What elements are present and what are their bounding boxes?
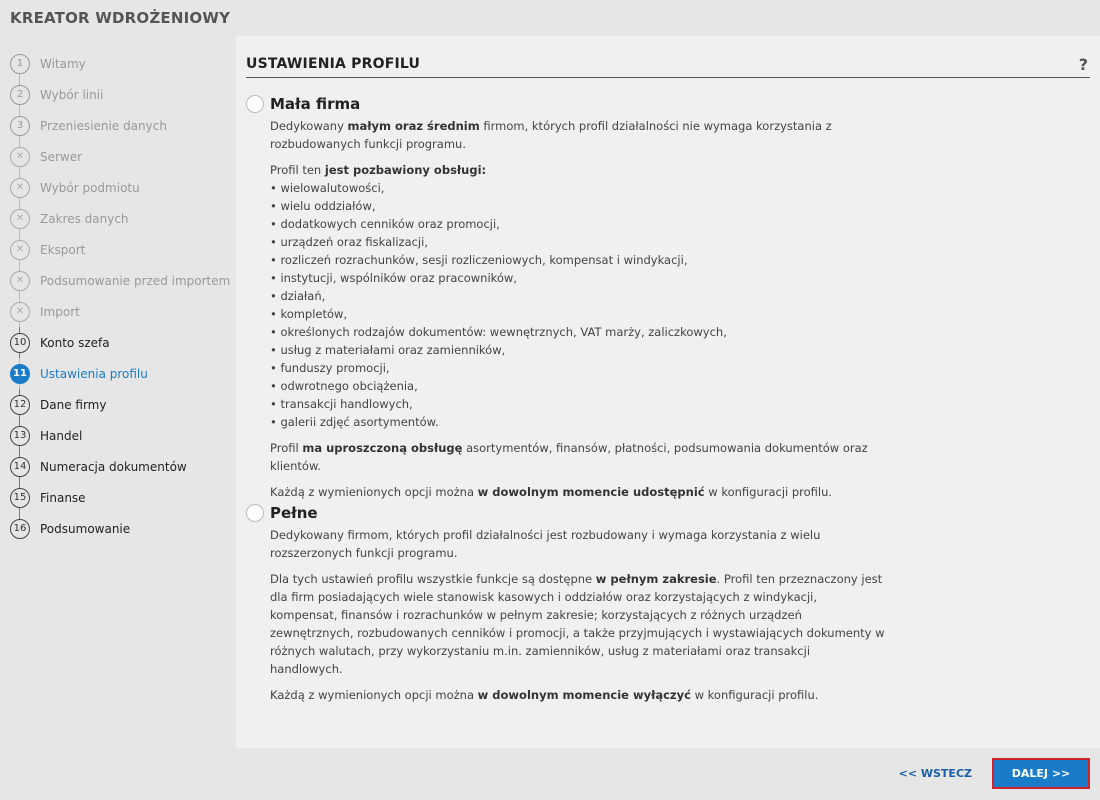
wizard-step [0, 172, 236, 203]
step-number: 12 [10, 395, 30, 415]
exclusion-item: • transakcji handlowych, [270, 397, 413, 411]
wizard-step [0, 513, 236, 544]
step-label: Serwer [40, 149, 83, 164]
exclusions-list [270, 179, 886, 431]
step-label: Podsumowanie przed importem [40, 273, 231, 288]
next-button[interactable]: DALEJ >> [992, 758, 1090, 789]
step-number: 10 [10, 333, 30, 353]
step-number: 1 [10, 54, 30, 74]
step-label: Import [40, 304, 80, 319]
exclusion-item: • galerii zdjęć asortymentów. [270, 415, 439, 429]
app-title: KREATOR WDROŻENIOWY [10, 9, 231, 27]
footer [236, 748, 1100, 800]
exclusion-item: • urządzeń oraz fiskalizacji, [270, 235, 428, 249]
wizard-step [0, 203, 236, 234]
panel-header [246, 56, 1090, 78]
page-title: USTAWIENIA PROFILU [246, 56, 421, 72]
option-full [246, 503, 886, 704]
exclusion-item: • działań, [270, 289, 326, 303]
wizard-step [0, 48, 236, 79]
step-skipped-icon: ✕ [10, 240, 30, 260]
exclusion-item: • instytucji, wspólników oraz pracowników, [270, 271, 517, 285]
small-business-radio[interactable] [246, 95, 264, 113]
step-label: Wybór linii [40, 87, 104, 102]
wizard-step [0, 234, 236, 265]
wizard-step [0, 110, 236, 141]
small-business-label: Mała firma [270, 95, 361, 113]
step-number: 13 [10, 426, 30, 446]
step-label: Zakres danych [40, 211, 129, 226]
main-panel [236, 36, 1100, 748]
full-profile-description: Dedykowany firmom, których profil działalności jest rozbudowany i wymaga korzystania z wielu rozszerzonych funkcji programu. [270, 528, 821, 560]
exclusion-item: • dodatkowych cenników oraz promocji, [270, 217, 500, 231]
step-skipped-icon: ✕ [10, 302, 30, 322]
step-skipped-icon: ✕ [10, 209, 30, 229]
wizard-step [0, 265, 236, 296]
wizard-step [0, 420, 236, 451]
step-label: Eksport [40, 242, 86, 257]
step-label: Konto szefa [40, 335, 110, 350]
back-button[interactable]: << WSTECZ [898, 767, 972, 780]
wizard-step [0, 451, 236, 482]
step-label: Dane firmy [40, 397, 107, 412]
step-number: 14 [10, 457, 30, 477]
step-skipped-icon: ✕ [10, 271, 30, 291]
exclusion-item: • określonych rodzajów dokumentów: wewnętrznych, VAT marży, zaliczkowych, [270, 325, 727, 339]
step-skipped-icon: ✕ [10, 178, 30, 198]
full-profile-label: Pełne [270, 504, 318, 522]
exclusion-item: • wielowalutowości, [270, 181, 385, 195]
step-number: 3 [10, 116, 30, 136]
small-business-simplified: Profil ma uproszczoną obsługę asortymentów, finansów, płatności, podsumowania dokumentów oraz klientów. [270, 441, 868, 473]
step-label: Wybór podmiotu [40, 180, 140, 195]
step-label: Podsumowanie [40, 521, 131, 536]
wizard-step [0, 389, 236, 420]
wizard-step [0, 327, 236, 358]
step-label: Handel [40, 428, 83, 443]
step-label: Finanse [40, 490, 86, 505]
full-profile-settings: Dla tych ustawień profilu wszystkie funkcje są dostępne w pełnym zakresie. Profil ten przeznaczony jest dla firm posiadających wiele stanowisk kasowych i oddziałów oraz korzystających z windykacji, kompensat, finansów i rozrachunków w pełnym zakresie; korzystających z różnych urządzeń zewnętrznych, rozbudowanych cenników i promocji, a także przyjmujących i wystawiających dokumenty w różnych walutach, przy wykorzystaniu m.in. zamienników, usług z materiałami oraz transakcji handlowych. [270, 572, 885, 676]
wizard-step [0, 358, 236, 389]
exclusion-item: • odwrotnego obciążenia, [270, 379, 418, 393]
small-business-exclusions-intro: Profil ten jest pozbawiony obsługi: [270, 163, 487, 177]
step-label: Ustawienia profilu [40, 366, 148, 381]
exclusion-item: • funduszy promocji, [270, 361, 390, 375]
help-button[interactable]: ? [1078, 55, 1088, 74]
step-skipped-icon: ✕ [10, 147, 30, 167]
wizard-step [0, 296, 236, 327]
wizard-steps [0, 48, 236, 544]
step-number: 15 [10, 488, 30, 508]
small-business-description: Dedykowany małym oraz średnim firmom, których profil działalności nie wymaga korzystania z rozbudowanych funkcji programu. [270, 119, 832, 151]
step-label: Przeniesienie danych [40, 118, 167, 133]
step-label: Numeracja dokumentów [40, 459, 187, 474]
full-profile-disable-note: Każdą z wymienionych opcji można w dowolnym momencie wyłączyć w konfiguracji profilu. [270, 688, 819, 702]
step-label: Witamy [40, 56, 86, 71]
step-number: 16 [10, 519, 30, 539]
wizard-step [0, 482, 236, 513]
full-profile-radio[interactable] [246, 504, 264, 522]
step-number: 2 [10, 85, 30, 105]
exclusion-item: • rozliczeń rozrachunków, sesji rozliczeniowych, kompensat i windykacji, [270, 253, 688, 267]
exclusion-item: • wielu oddziałów, [270, 199, 376, 213]
exclusion-item: • kompletów, [270, 307, 348, 321]
small-business-enable-note: Każdą z wymienionych opcji można w dowolnym momencie udostępnić w konfiguracji profilu. [270, 485, 833, 499]
option-small-business [246, 94, 886, 501]
step-number: 11 [10, 364, 30, 384]
exclusion-item: • usług z materiałami oraz zamienników, [270, 343, 506, 357]
wizard-step [0, 79, 236, 110]
wizard-step [0, 141, 236, 172]
